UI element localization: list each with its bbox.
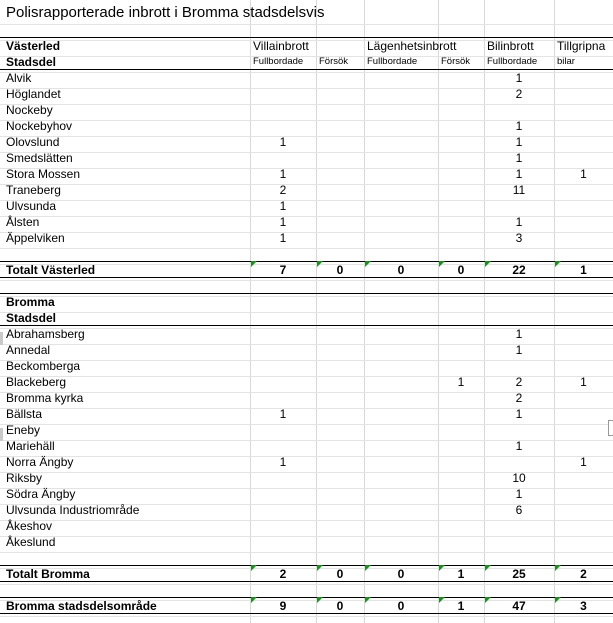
district-value[interactable] bbox=[554, 422, 613, 438]
region-header[interactable]: Västerled bbox=[6, 39, 61, 53]
district-value[interactable] bbox=[364, 486, 438, 502]
district-name[interactable]: Ulvsunda bbox=[6, 199, 57, 213]
district-value[interactable] bbox=[250, 118, 316, 134]
district-value[interactable]: 1 bbox=[515, 135, 523, 149]
district-value[interactable] bbox=[364, 182, 438, 198]
formula-indicator bbox=[251, 261, 257, 267]
district-value[interactable] bbox=[250, 86, 316, 102]
row-resize-handle[interactable] bbox=[0, 428, 3, 441]
district-value[interactable] bbox=[554, 134, 613, 150]
district-value[interactable]: 1 bbox=[279, 215, 287, 229]
district-value[interactable] bbox=[316, 534, 364, 550]
district-value[interactable] bbox=[364, 198, 438, 214]
district-name[interactable]: Ålsten bbox=[6, 215, 40, 229]
district-value[interactable]: 1 bbox=[515, 487, 523, 501]
district-value[interactable] bbox=[554, 70, 613, 86]
district-value[interactable] bbox=[364, 406, 438, 422]
district-value[interactable] bbox=[484, 454, 554, 470]
district-value[interactable]: 11 bbox=[512, 183, 526, 197]
district-value[interactable] bbox=[316, 70, 364, 86]
district-name[interactable]: Abrahamsberg bbox=[6, 327, 85, 341]
district-value[interactable]: 1 bbox=[515, 119, 523, 133]
district-value[interactable] bbox=[554, 214, 613, 230]
district-value[interactable] bbox=[250, 342, 316, 358]
total-value[interactable]: 0 bbox=[336, 263, 344, 277]
district-value[interactable]: 1 bbox=[580, 375, 587, 389]
district-value[interactable] bbox=[438, 134, 484, 150]
formula-indicator bbox=[555, 261, 561, 267]
district-name[interactable]: Blackeberg bbox=[6, 375, 67, 389]
district-value[interactable] bbox=[316, 182, 364, 198]
total-label[interactable]: Totalt Bromma bbox=[6, 567, 90, 581]
district-name[interactable]: Åkeshov bbox=[6, 519, 53, 533]
district-value[interactable] bbox=[554, 198, 613, 214]
district-value[interactable] bbox=[554, 230, 613, 246]
district-value[interactable] bbox=[364, 438, 438, 454]
district-name[interactable]: Olovslund bbox=[6, 135, 60, 149]
district-value[interactable] bbox=[364, 70, 438, 86]
column-resize-handle[interactable] bbox=[608, 420, 613, 436]
district-value[interactable] bbox=[364, 470, 438, 486]
district-value[interactable] bbox=[316, 166, 364, 182]
total-value[interactable]: 22 bbox=[512, 263, 526, 277]
column-sub-header[interactable]: Fullbordade bbox=[367, 56, 418, 67]
district-value[interactable] bbox=[438, 470, 484, 486]
district-value[interactable] bbox=[554, 102, 613, 118]
formula-indicator bbox=[317, 597, 323, 603]
district-value[interactable] bbox=[438, 70, 484, 86]
district-value[interactable] bbox=[364, 230, 438, 246]
district-value[interactable] bbox=[484, 102, 554, 118]
district-name[interactable]: Annedal bbox=[6, 343, 51, 357]
district-value[interactable]: 2 bbox=[515, 375, 523, 389]
district-value[interactable] bbox=[438, 518, 484, 534]
district-value[interactable] bbox=[316, 454, 364, 470]
district-value[interactable]: 1 bbox=[515, 407, 523, 421]
district-value[interactable] bbox=[554, 534, 613, 550]
district-value[interactable] bbox=[250, 70, 316, 86]
formula-indicator bbox=[251, 565, 257, 571]
total-value[interactable]: 7 bbox=[279, 263, 287, 277]
column-sub-header[interactable]: Fullbordade bbox=[253, 56, 304, 67]
district-value[interactable] bbox=[438, 534, 484, 550]
total-value[interactable]: 25 bbox=[512, 567, 526, 581]
district-value[interactable]: 1 bbox=[515, 167, 523, 181]
district-name[interactable]: Nockebyhov bbox=[6, 119, 73, 133]
district-value[interactable]: 1 bbox=[515, 343, 523, 357]
district-value[interactable] bbox=[554, 406, 613, 422]
region-header[interactable]: Bromma bbox=[6, 295, 55, 309]
district-value[interactable] bbox=[438, 182, 484, 198]
formula-indicator bbox=[485, 597, 491, 603]
total-value[interactable]: 0 bbox=[397, 263, 405, 277]
district-value[interactable] bbox=[484, 518, 554, 534]
district-value[interactable]: 1 bbox=[457, 375, 465, 389]
district-name[interactable]: Ulvsunda Industriområde bbox=[6, 503, 140, 517]
district-name[interactable]: Bällsta bbox=[6, 407, 43, 421]
district-value[interactable] bbox=[554, 326, 613, 342]
district-value[interactable] bbox=[554, 118, 613, 134]
formula-indicator bbox=[439, 597, 445, 603]
district-name[interactable]: Stora Mossen bbox=[6, 167, 81, 181]
district-value[interactable] bbox=[316, 150, 364, 166]
district-value[interactable]: 1 bbox=[279, 231, 287, 245]
district-value[interactable] bbox=[484, 358, 554, 374]
formula-indicator bbox=[365, 597, 371, 603]
district-value[interactable] bbox=[438, 198, 484, 214]
grand-total-value[interactable]: 0 bbox=[336, 599, 344, 613]
formula-indicator bbox=[317, 565, 323, 571]
district-value[interactable] bbox=[554, 518, 613, 534]
district-value[interactable]: 1 bbox=[580, 167, 587, 181]
district-value[interactable] bbox=[554, 342, 613, 358]
district-value[interactable] bbox=[316, 86, 364, 102]
district-value[interactable]: 2 bbox=[279, 183, 287, 197]
district-value[interactable] bbox=[364, 342, 438, 358]
district-value[interactable] bbox=[484, 422, 554, 438]
stadsdel-header[interactable]: Stadsdel bbox=[6, 311, 57, 325]
district-value[interactable] bbox=[364, 166, 438, 182]
district-value[interactable] bbox=[316, 390, 364, 406]
column-group-tillgrepp[interactable]: Tillgripna bbox=[557, 39, 606, 53]
district-value[interactable] bbox=[250, 150, 316, 166]
row-gridline bbox=[0, 616, 613, 617]
district-value[interactable] bbox=[438, 422, 484, 438]
formula-indicator bbox=[439, 565, 445, 571]
district-value[interactable] bbox=[250, 390, 316, 406]
district-name[interactable]: Äppelviken bbox=[6, 231, 65, 245]
total-label[interactable]: Totalt Västerled bbox=[6, 263, 96, 277]
district-value[interactable] bbox=[316, 486, 364, 502]
district-value[interactable] bbox=[438, 438, 484, 454]
district-value[interactable] bbox=[316, 470, 364, 486]
total-value[interactable]: 0 bbox=[336, 567, 344, 581]
district-value[interactable]: 1 bbox=[279, 135, 287, 149]
district-value[interactable]: 1 bbox=[580, 455, 587, 469]
district-value[interactable] bbox=[554, 86, 613, 102]
district-value[interactable] bbox=[484, 198, 554, 214]
district-value[interactable] bbox=[364, 134, 438, 150]
district-value[interactable] bbox=[364, 518, 438, 534]
district-value[interactable] bbox=[316, 342, 364, 358]
formula-indicator bbox=[555, 565, 561, 571]
district-value[interactable] bbox=[316, 102, 364, 118]
formula-indicator bbox=[439, 261, 445, 267]
district-value[interactable] bbox=[316, 230, 364, 246]
district-value[interactable] bbox=[316, 518, 364, 534]
district-value[interactable]: 2 bbox=[515, 87, 523, 101]
district-value[interactable] bbox=[316, 326, 364, 342]
district-value[interactable]: 1 bbox=[279, 407, 287, 421]
district-value[interactable]: 1 bbox=[515, 439, 523, 453]
district-value[interactable] bbox=[364, 86, 438, 102]
row-gridline bbox=[0, 280, 613, 281]
district-value[interactable] bbox=[316, 198, 364, 214]
district-value[interactable] bbox=[316, 422, 364, 438]
total-value[interactable]: 0 bbox=[397, 567, 405, 581]
sheet-title[interactable]: Polisrapporterade inbrott i Bromma stadsdelsvis bbox=[6, 4, 325, 21]
total-value[interactable]: 0 bbox=[457, 263, 465, 277]
district-value[interactable] bbox=[438, 390, 484, 406]
total-value[interactable]: 2 bbox=[279, 567, 287, 581]
district-value[interactable] bbox=[316, 358, 364, 374]
formula-indicator bbox=[365, 565, 371, 571]
district-value[interactable] bbox=[316, 134, 364, 150]
total-value[interactable]: 1 bbox=[580, 263, 587, 277]
district-value[interactable] bbox=[438, 102, 484, 118]
column-sub-header[interactable]: bilar bbox=[557, 56, 575, 67]
district-value[interactable] bbox=[316, 502, 364, 518]
formula-indicator bbox=[485, 565, 491, 571]
district-value[interactable] bbox=[364, 454, 438, 470]
district-value[interactable] bbox=[438, 150, 484, 166]
district-value[interactable] bbox=[554, 470, 613, 486]
row-gridline bbox=[0, 24, 613, 25]
district-value[interactable] bbox=[364, 422, 438, 438]
district-value[interactable] bbox=[316, 214, 364, 230]
district-value[interactable] bbox=[364, 390, 438, 406]
row-gridline bbox=[0, 584, 613, 585]
district-value[interactable] bbox=[250, 358, 316, 374]
district-name[interactable]: Södra Ängby bbox=[6, 487, 76, 501]
district-value[interactable] bbox=[484, 534, 554, 550]
district-value[interactable] bbox=[554, 438, 613, 454]
district-name[interactable]: Bromma kyrka bbox=[6, 391, 84, 405]
grand-total-value[interactable]: 3 bbox=[580, 599, 587, 613]
district-value[interactable] bbox=[316, 406, 364, 422]
total-value[interactable]: 1 bbox=[457, 567, 465, 581]
district-name[interactable]: Traneberg bbox=[6, 183, 61, 197]
district-value[interactable] bbox=[438, 118, 484, 134]
district-value[interactable] bbox=[438, 86, 484, 102]
formula-indicator bbox=[365, 261, 371, 267]
district-value[interactable] bbox=[438, 358, 484, 374]
formula-indicator bbox=[251, 597, 257, 603]
district-value[interactable] bbox=[250, 438, 316, 454]
district-name[interactable]: Beckomberga bbox=[6, 359, 81, 373]
formula-indicator bbox=[317, 261, 323, 267]
district-name[interactable]: Eneby bbox=[6, 423, 41, 437]
district-value[interactable] bbox=[364, 358, 438, 374]
grand-total-value[interactable]: 9 bbox=[279, 599, 287, 613]
column-group-bil[interactable]: Bilinbrott bbox=[487, 39, 534, 53]
column-sub-header[interactable]: Fullbordade bbox=[487, 56, 538, 67]
district-value[interactable] bbox=[438, 406, 484, 422]
grand-total-value[interactable]: 0 bbox=[397, 599, 405, 613]
district-value[interactable]: 2 bbox=[515, 391, 523, 405]
district-name[interactable]: Åkeslund bbox=[6, 535, 56, 549]
column-group-lagenhet[interactable]: Lägenhetsinbrott bbox=[367, 39, 457, 53]
district-value[interactable]: 1 bbox=[279, 455, 287, 469]
district-value[interactable]: 1 bbox=[515, 71, 523, 85]
district-value[interactable] bbox=[438, 454, 484, 470]
district-value[interactable]: 1 bbox=[279, 167, 287, 181]
district-value[interactable] bbox=[554, 486, 613, 502]
district-value[interactable] bbox=[250, 518, 316, 534]
grand-total-value[interactable]: 47 bbox=[512, 599, 526, 613]
district-value[interactable] bbox=[438, 486, 484, 502]
district-value[interactable] bbox=[250, 502, 316, 518]
district-value[interactable] bbox=[438, 342, 484, 358]
formula-indicator bbox=[485, 261, 491, 267]
district-value[interactable] bbox=[364, 150, 438, 166]
formula-indicator bbox=[555, 597, 561, 603]
district-name[interactable]: Smedslätten bbox=[6, 151, 73, 165]
stadsdel-header[interactable]: Stadsdel bbox=[6, 55, 57, 69]
district-value[interactable]: 1 bbox=[515, 151, 523, 165]
district-value[interactable] bbox=[554, 390, 613, 406]
grand-total-label[interactable]: Bromma stadsdelsområde bbox=[6, 599, 157, 613]
district-value[interactable] bbox=[364, 326, 438, 342]
total-value[interactable]: 2 bbox=[580, 567, 587, 581]
district-value[interactable] bbox=[554, 150, 613, 166]
district-value[interactable] bbox=[250, 470, 316, 486]
district-name[interactable]: Norra Ängby bbox=[6, 455, 74, 469]
district-value[interactable]: 1 bbox=[515, 327, 523, 341]
district-value[interactable] bbox=[250, 422, 316, 438]
district-value[interactable] bbox=[316, 374, 364, 390]
district-value[interactable] bbox=[554, 502, 613, 518]
grand-total-value[interactable]: 1 bbox=[457, 599, 465, 613]
district-value[interactable] bbox=[554, 358, 613, 374]
district-value[interactable] bbox=[250, 374, 316, 390]
district-value[interactable] bbox=[364, 374, 438, 390]
district-value[interactable] bbox=[364, 214, 438, 230]
district-name[interactable]: Mariehäll bbox=[6, 439, 55, 453]
district-value[interactable] bbox=[316, 438, 364, 454]
row-gridline bbox=[0, 552, 613, 553]
district-value[interactable] bbox=[250, 326, 316, 342]
district-value[interactable] bbox=[250, 486, 316, 502]
district-value[interactable] bbox=[364, 534, 438, 550]
row-gridline bbox=[0, 248, 613, 249]
column-sub-header[interactable]: Försök bbox=[319, 56, 349, 67]
district-value[interactable] bbox=[438, 166, 484, 182]
column-sub-header[interactable]: Försök bbox=[441, 56, 471, 67]
district-value[interactable] bbox=[250, 534, 316, 550]
district-value[interactable]: 1 bbox=[279, 199, 287, 213]
district-name[interactable]: Nockeby bbox=[6, 103, 53, 117]
district-value[interactable] bbox=[364, 502, 438, 518]
district-value[interactable] bbox=[438, 214, 484, 230]
district-name[interactable]: Höglandet bbox=[6, 87, 61, 101]
row-resize-handle[interactable] bbox=[0, 332, 3, 345]
district-name[interactable]: Riksby bbox=[6, 471, 43, 485]
district-value[interactable]: 1 bbox=[515, 215, 523, 229]
column-group-villa[interactable]: Villainbrott bbox=[253, 39, 309, 53]
district-value[interactable] bbox=[554, 182, 613, 198]
district-value[interactable] bbox=[438, 502, 484, 518]
district-value[interactable] bbox=[316, 118, 364, 134]
district-value[interactable]: 10 bbox=[512, 471, 526, 485]
district-value[interactable] bbox=[438, 326, 484, 342]
district-value[interactable] bbox=[438, 230, 484, 246]
district-name[interactable]: Alvik bbox=[6, 71, 32, 85]
district-value[interactable]: 3 bbox=[515, 231, 523, 245]
district-value[interactable]: 6 bbox=[515, 503, 523, 517]
district-value[interactable] bbox=[364, 102, 438, 118]
district-value[interactable] bbox=[364, 118, 438, 134]
district-value[interactable] bbox=[250, 102, 316, 118]
